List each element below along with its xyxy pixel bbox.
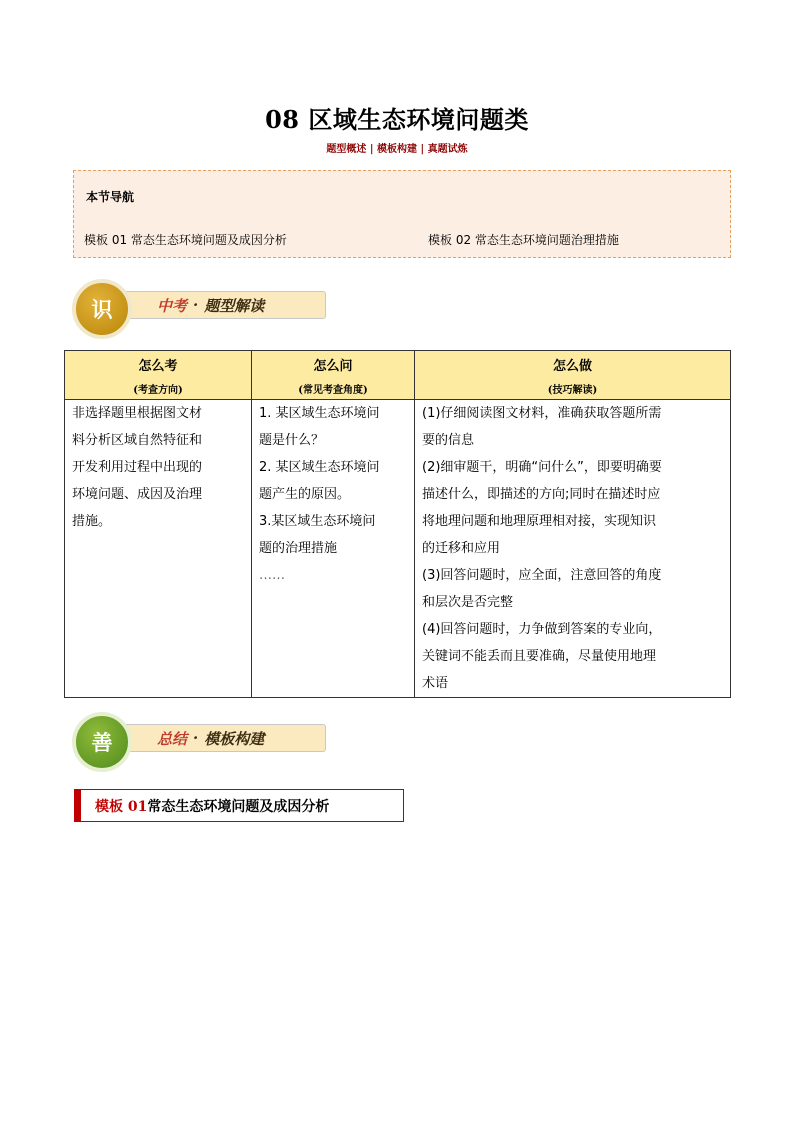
template-heading-text — [95, 796, 329, 816]
nav-item-template-01[interactable]: 模板 01 常态生态环境问题及成因分析 — [84, 233, 287, 247]
template-number: 模板 01 — [95, 798, 148, 815]
heading-accent-bar — [75, 790, 81, 821]
section-badge-question-analysis — [72, 279, 332, 339]
badge-label-summary: 总结 — [157, 729, 188, 748]
badge-label-exam: 中考 — [157, 296, 188, 315]
section-badge-template-build — [72, 712, 332, 772]
badge-separator: · — [193, 296, 199, 314]
template-01-heading — [74, 789, 404, 822]
excel-icon: 善 — [72, 712, 132, 772]
section-badge-label — [110, 291, 326, 319]
header-how-to-answer: 怎么做 (技巧解读) — [415, 351, 731, 400]
badge-label-topic: 模板构建 — [204, 729, 265, 748]
header-how-tested: 怎么考 (考查方向) — [65, 351, 252, 400]
header-how-asked: 怎么问 (常见考查角度) — [252, 351, 415, 400]
cell-how-asked: 1. 某区域生态环境问 题是什么？ 2. 某区域生态环境问 题产生的原因。 3.某区域生态环境问 题的治理措施 …… — [252, 400, 415, 698]
table-header-row — [65, 351, 731, 400]
section-badge-label — [110, 724, 326, 752]
page-subtitle: 题型概述 | 模板构建 | 真题试炼 — [326, 144, 468, 155]
badge-separator: · — [193, 729, 199, 747]
badge-label-topic: 题型解读 — [204, 296, 265, 315]
recognize-icon: 识 — [72, 279, 132, 339]
navigation-heading: 本节导航 — [86, 190, 135, 204]
cell-how-tested: 非选择题里根据图文材 料分析区域自然特征和 开发利用过程中出现的 环境问题、成因及治理 措施。 — [65, 400, 252, 698]
template-title: 常态生态环境问题及成因分析 — [147, 798, 330, 815]
cell-how-to-answer: (1)仔细阅读图文材料，准确获取答题所需 要的信息 (2)细审题干，明确“问什么”，即要明确要 描述什么，即描述的方向;同时在描述时应 将地理问题和地理原理相对接，实现知识 的迁移和应用 (3)回答问题时，应全面，注意回答的角度 和层次是否完整 (4)回答问题时，力争做到答案的专业向， 关键词不能丢而且要准确，尽量使用地理 术语 — [415, 400, 731, 698]
nav-item-template-02[interactable]: 模板 02 常态生态环境问题治理措施 — [428, 233, 619, 247]
page-title: 08 区域生态环境问题类 — [265, 105, 529, 134]
analysis-table — [64, 350, 731, 698]
table-row — [65, 400, 731, 698]
section-navigation-box — [73, 170, 731, 258]
